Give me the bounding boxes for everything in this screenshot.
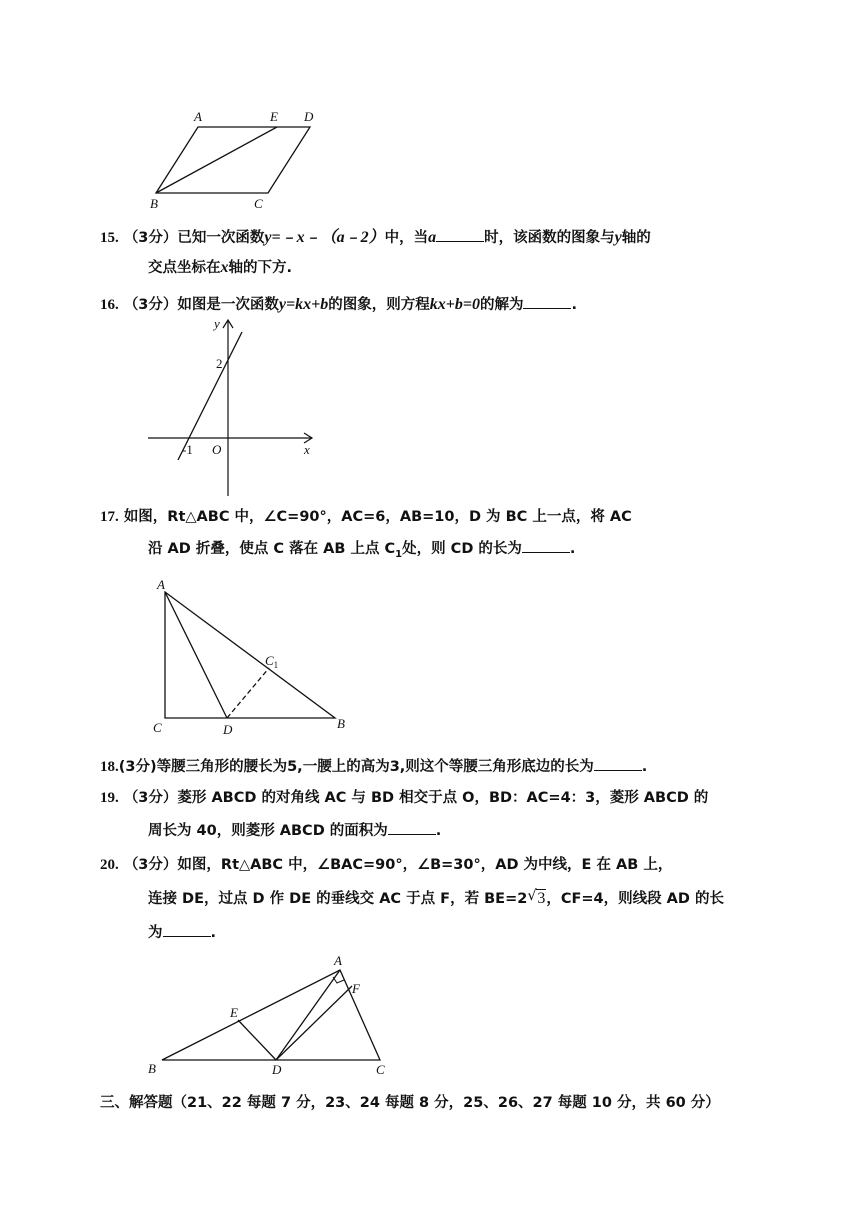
parallelogram-figure <box>140 105 330 215</box>
label-C: C <box>376 1062 385 1077</box>
q15-text-1: 已知一次函数 <box>177 230 265 246</box>
question-15 <box>100 227 740 248</box>
q15-var-x: x <box>220 259 229 276</box>
q15-line2b: 轴的下方. <box>228 260 293 276</box>
triangle-fold-figure <box>145 575 365 740</box>
q19-line2: 周长为 40，则菱形 ABCD 的面积为 <box>148 823 388 839</box>
question-19 <box>100 788 740 808</box>
label-C: C <box>153 720 162 735</box>
answer-blank <box>388 820 436 835</box>
label-D: D <box>272 1062 282 1077</box>
q16-text-2: 的图象，则方程 <box>328 297 430 313</box>
q20-line2b: ，CF=4，则线段 AD 的长 <box>546 891 724 907</box>
q15-var-y: y <box>614 229 622 246</box>
origin-label: O <box>212 442 222 457</box>
question-20-line-3 <box>148 922 788 943</box>
axis-label-x: x <box>304 442 310 457</box>
q15-text-4: 轴的 <box>621 230 651 246</box>
q16-formula: y=kx+b <box>278 296 329 313</box>
answer-blank <box>522 538 570 553</box>
label-E: E <box>230 1005 238 1020</box>
section-3-text: 三、解答题（21、22 每题 7 分，23、24 每题 8 分，25、26、27 每题 10 分，共 60 分） <box>100 1095 720 1111</box>
question-number: 20. <box>100 857 119 873</box>
tick-label-neg1: -1 <box>182 442 193 457</box>
answer-blank <box>163 922 211 937</box>
q20-line3: 为 <box>148 925 163 941</box>
label-D: D <box>304 109 314 124</box>
label-D: D <box>223 722 233 737</box>
label-F: F <box>352 981 360 996</box>
section-3-heading <box>100 1093 740 1113</box>
question-17 <box>100 507 740 527</box>
q19-line1: （3分）菱形 ABCD 的对角线 AC 与 BD 相交于点 O，BD：AC=4：3，菱形 ABCD 的 <box>123 790 709 806</box>
question-15-line-2 <box>148 258 788 278</box>
q15-text-2: 中，当 <box>384 230 429 246</box>
q16-text-3: 的解为 <box>479 297 524 313</box>
label-B: B <box>148 1061 156 1076</box>
question-number: 15. <box>100 230 119 246</box>
linear-function-graph <box>140 312 330 497</box>
q18-text: (3分)等腰三角形的腰长为5,一腰上的高为3,则这个等腰三角形底边的长为 <box>118 759 594 775</box>
question-17-line-2 <box>148 538 788 565</box>
answer-blank <box>523 294 571 309</box>
q17-line1: 如图，Rt△ABC 中，∠C=90°，AC=6，AB=10，D 为 BC 上一点，将 AC <box>123 509 632 525</box>
q17-end: . <box>569 541 576 557</box>
question-number: 17. <box>100 509 119 525</box>
q17-line2a: 沿 AD 折叠，使点 C 落在 AB 上点 C <box>148 541 396 557</box>
label-B: B <box>150 196 158 211</box>
q17-line2b: 处，则 CD 的长为 <box>402 541 522 557</box>
q19-end: . <box>435 823 442 839</box>
triangle-midline-figure <box>140 950 400 1080</box>
axis-label-y: y <box>214 316 220 331</box>
q16-text-1: 如图是一次函数 <box>177 297 279 313</box>
question-19-line-2 <box>148 820 788 841</box>
question-number: 18. <box>100 759 119 775</box>
tick-label-2: 2 <box>216 356 223 371</box>
question-20-line-2 <box>148 889 788 909</box>
sqrt-3: √ 3 <box>527 888 546 907</box>
label-A: A <box>334 953 342 968</box>
q20-line2a: 连接 DE，过点 D 作 DE 的垂线交 AC 于点 F，若 BE=2 <box>148 891 528 907</box>
q20-line1: （3分）如图，Rt△ABC 中，∠BAC=90°，∠B=30°，AD 为中线，E 在 AB 上， <box>123 857 673 873</box>
q15-formula: y=﹣x﹣（a﹣2） <box>264 229 385 246</box>
question-18 <box>100 756 740 777</box>
label-E: E <box>270 109 278 124</box>
q17-subscript: 1 <box>395 548 403 560</box>
label-A: A <box>194 109 202 124</box>
question-number: 16. <box>100 297 119 313</box>
q16-end: . <box>571 297 577 313</box>
q18-end: . <box>641 759 648 775</box>
answer-blank <box>436 227 484 242</box>
q20-end: . <box>210 925 217 941</box>
label-C1: $C_1$ <box>265 653 279 670</box>
q15-var-a: a <box>428 229 437 246</box>
q15-line2a: 交点坐标在 <box>148 260 221 276</box>
answer-blank <box>594 756 642 771</box>
label-C: C <box>254 196 263 211</box>
label-A: A <box>157 577 165 592</box>
question-20 <box>100 855 740 875</box>
q15-text-3: 时，该函数的图象与 <box>484 230 615 246</box>
score: （3分） <box>123 230 178 246</box>
score: （3分） <box>123 297 178 313</box>
label-B: B <box>337 716 345 731</box>
q16-equation: kx+b=0 <box>429 296 480 313</box>
question-number: 19. <box>100 790 119 806</box>
